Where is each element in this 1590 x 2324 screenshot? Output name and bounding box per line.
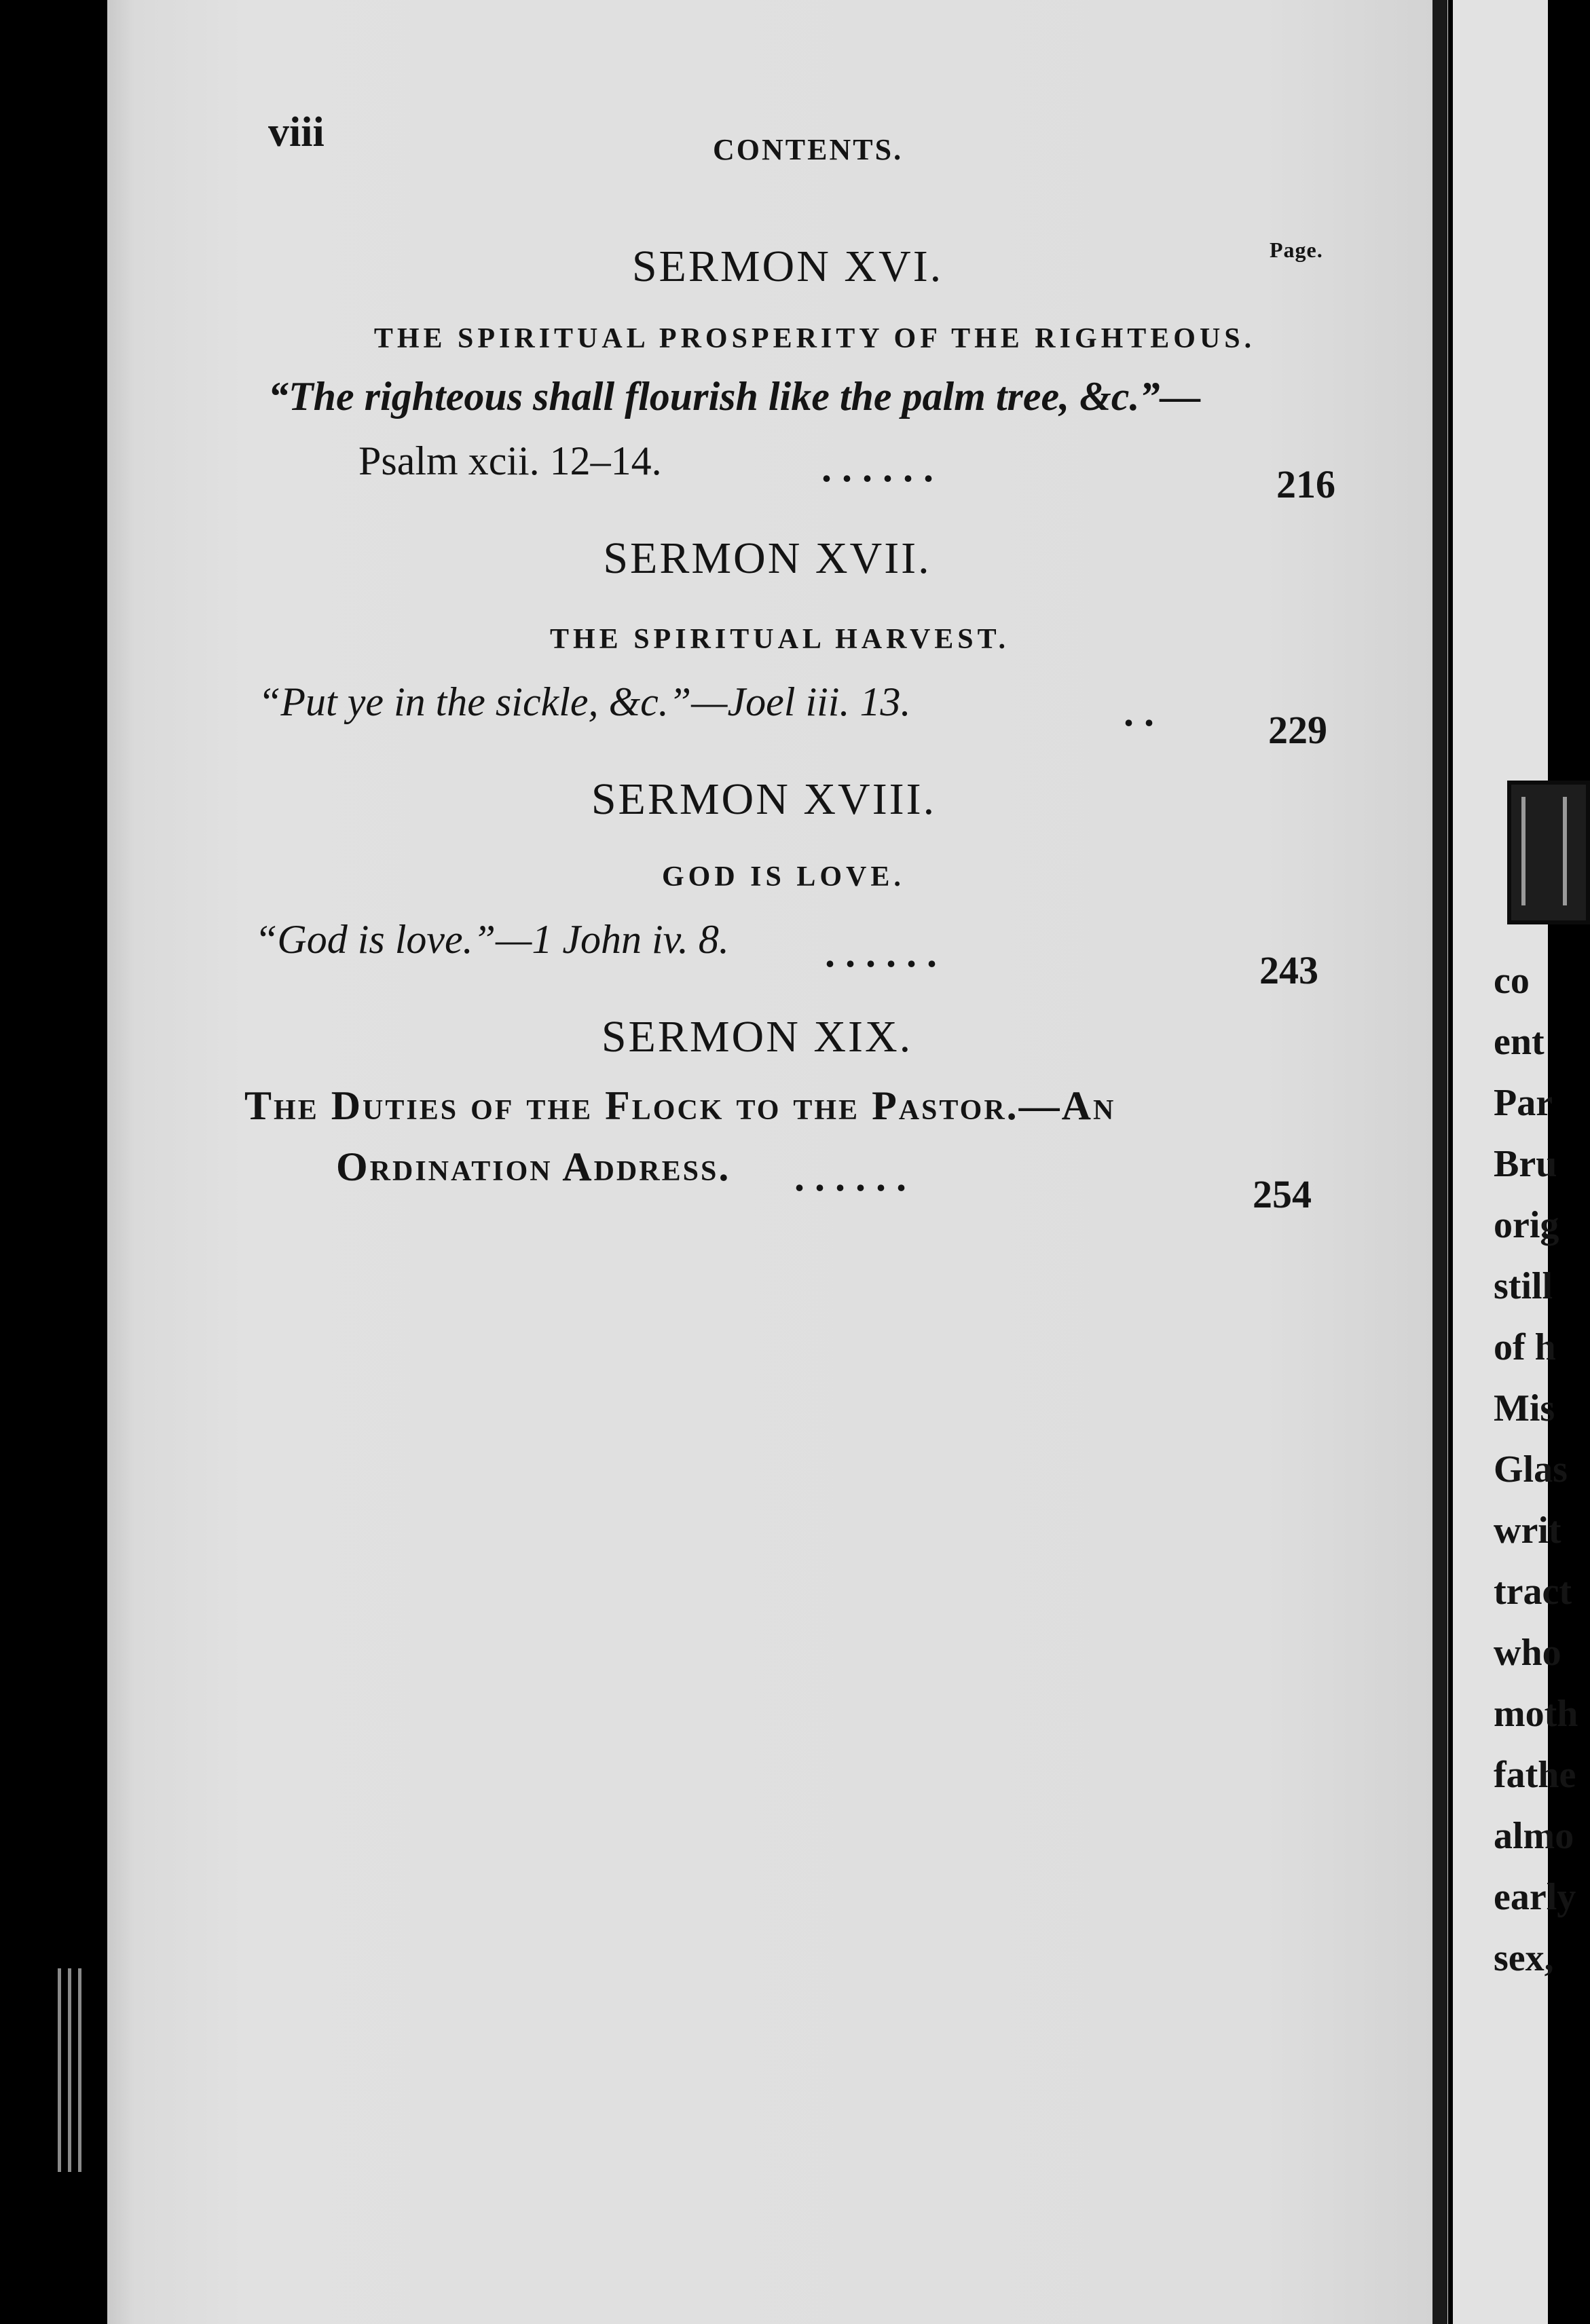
dot-leaders: . . . . . . <box>825 931 937 975</box>
decorated-initial <box>1507 781 1590 924</box>
scripture-text: “The righteous shall flourish like the palm tree, &c.”— <box>268 374 1201 419</box>
sermon-subtitle: GOD IS LOVE. <box>662 861 905 893</box>
sermon-subtitle: THE SPIRITUAL HARVEST. <box>550 624 1010 655</box>
dot-leaders: . . <box>1124 690 1154 734</box>
dot-leaders: . . . . . . <box>821 445 933 490</box>
page-reference: 243 <box>1259 948 1318 992</box>
address-title-continued: Ordination Address. <box>336 1144 731 1189</box>
facing-page <box>1453 0 1578 2324</box>
sermon-heading: SERMON XVIII. <box>591 774 937 824</box>
facing-page-text: co ent Par Bru orig still of h Mis Glas writ tract who moth fathe almo early sex, <box>1494 960 1578 1979</box>
sermon-heading: SERMON XVI. <box>631 242 944 291</box>
page-reference: 216 <box>1276 462 1335 506</box>
page-column-label: Page. <box>1270 238 1323 262</box>
page-reference: 229 <box>1268 708 1327 752</box>
page-reference: 254 <box>1253 1172 1312 1216</box>
sermon-heading: SERMON XIX. <box>601 1012 913 1062</box>
page-edge <box>78 1968 81 2172</box>
page-number: viii <box>268 109 325 155</box>
scripture-text: “God is love.”—1 John iv. 8. <box>255 917 729 962</box>
running-title: CONTENTS. <box>713 133 904 166</box>
scripture-reference: Psalm xcii. 12–14. <box>358 438 662 483</box>
sermon-subtitle: THE SPIRITUAL PROSPERITY OF THE RIGHTEOUS. <box>373 323 1256 354</box>
dot-leaders: . . . . . . <box>794 1155 906 1199</box>
book-gutter <box>1432 0 1447 2324</box>
scripture-text: “Put ye in the sickle, &c.”—Joel iii. 13. <box>258 679 911 724</box>
page-edge <box>68 1968 71 2172</box>
page-edge <box>58 1968 61 2172</box>
sermon-heading: SERMON XVII. <box>603 533 931 583</box>
address-title: The Duties of the Flock to the Pastor.—An <box>244 1083 1116 1128</box>
